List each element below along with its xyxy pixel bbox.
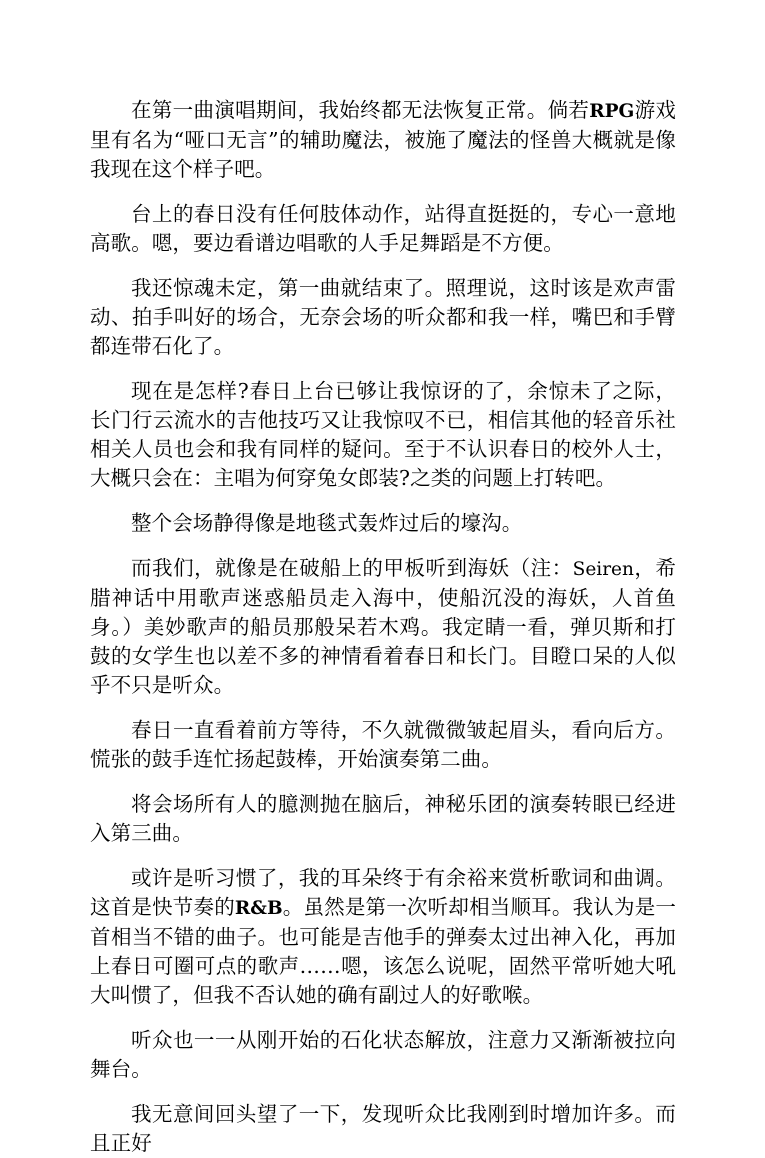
paragraph-4: 现在是怎样?春日上台已够让我惊讶的了，余惊未了之际，长门行云流水的吉他技巧又让我惊叹不已，相信其他的轻音乐社相关人员也会和我有同样的疑问。至于不认识春日的校外人士，大概只会在：主唱为何穿兔女郎装?之类的问题上打转吧。 [90,379,676,490]
body-text-column [90,96,676,1158]
paragraph-11: 我无意间回头望了一下，发现听众比我刚到时增加许多。而且正好 [90,1102,676,1155]
paragraph-2: 台上的春日没有任何肢体动作，站得直挺挺的，专心一意地高歌。嗯，要边看谱边唱歌的人手足舞蹈是不方便。 [90,202,676,255]
paragraph-9: 或许是听习惯了，我的耳朵终于有余裕来赏析歌词和曲调。这首是快节奏的R&B。虽然是第一次听却相当顺耳。我认为是一首相当不错的曲子。也可能是吉他手的弹奏太过出神入化，再加上春日可圈可点的歌声……嗯，该怎么说呢，固然平常听她大吼大叫惯了，但我不否认她的确有副过人的好歌喉。 [90,866,676,1007]
paragraph-10: 听众也一一从刚开始的石化状态解放，注意力又渐渐被拉向舞台。 [90,1028,676,1081]
paragraph-5: 整个会场静得像是地毯式轰炸过后的壕沟。 [131,511,523,535]
paragraph-8: 将会场所有人的臆测抛在脑后，神秘乐团的演奏转眼已经进入第三曲。 [90,792,676,845]
paragraph-6: 而我们，就像是在破船上的甲板听到海妖（注：Seiren，希腊神话中用歌声迷惑船员走入海中，使船沉没的海妖，人首鱼身。）美妙歌声的船员那般呆若木鸡。我定睛一看，弹贝斯和打鼓的女学生也以差不多的神情看着春日和长门。目瞪口呆的人似乎不只是听众。 [90,556,676,697]
paragraph-7: 春日一直看着前方等待，不久就微微皱起眉头，看向后方。慌张的鼓手连忙扬起鼓棒，开始演奏第二曲。 [90,718,676,771]
paragraph-3: 我还惊魂未定，第一曲就结束了。照理说，这时该是欢声雷动、拍手叫好的场合，无奈会场的听众都和我一样，嘴巴和手臂都连带石化了。 [90,276,676,358]
paragraph-1: 在第一曲演唱期间，我始终都无法恢复正常。倘若RPG游戏里有名为“哑口无言”的辅助魔法，被施了魔法的怪兽大概就是像我现在这个样子吧。 [90,98,677,181]
